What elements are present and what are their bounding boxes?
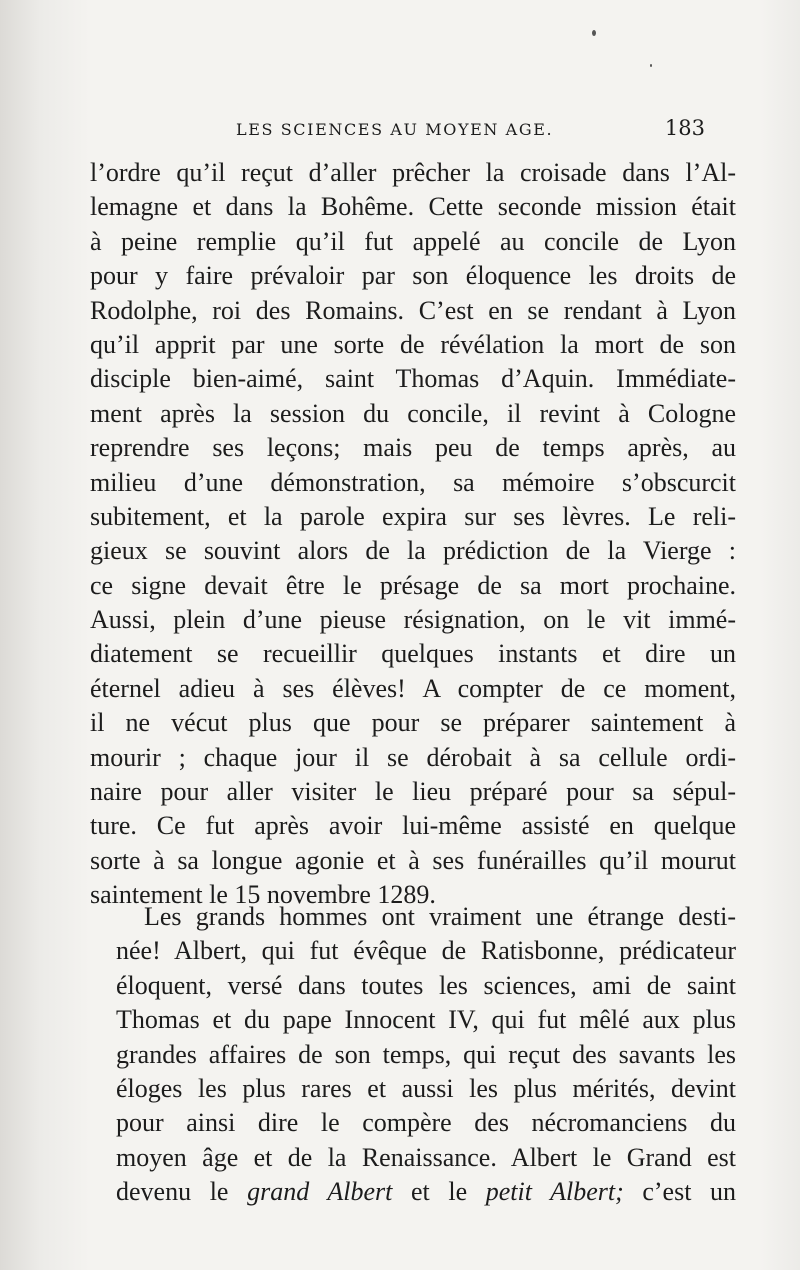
text-line: Thomas et du pape Innocent IV, qui fut mêlé aux plus [116,1005,736,1035]
text-line: éloquent, versé dans toutes les sciences, ami de saint [116,970,736,1000]
italic-title: petit Albert; [485,1177,624,1207]
text-line: il ne vécut plus que pour se préparer saintement à [90,708,736,738]
text-line: disciple bien-aimé, saint Thomas d’Aquin. Immédiate- [90,364,736,394]
text-segment: devenu le [116,1177,229,1207]
text-line: pour ainsi dire le compère des nécromanciens du [116,1108,736,1138]
text-line: milieu d’une démonstration, sa mémoire s’obscurcit [90,467,736,497]
text-line: qu’il apprit par une sorte de révélation la mort de son [90,329,736,359]
text-line-mixed [116,1175,736,1209]
text-segment: c’est un [642,1177,737,1207]
text-line: pour y faire prévaloir par son éloquence les droits de [90,261,736,291]
running-title: LES SCIENCES AU MOYEN AGE. [236,120,554,139]
page-number: 183 [664,116,705,140]
text-line: éloges les plus rares et aussi les plus mérités, devint [116,1073,736,1103]
text-line: diatement se recueillir quelques instants et dire un [90,639,736,669]
text-line: Les grands hommes ont vraiment une étrange desti- [144,902,736,931]
text-line: Aussi, plein d’une pieuse résignation, on le vit immé- [90,605,736,635]
text-line: sorte à sa longue agonie et à ses funérailles qu’il mourut [90,845,736,875]
text-line: à peine remplie qu’il fut appelé au concile de Lyon [90,226,736,256]
italic-title: grand Albert [247,1177,393,1207]
text-line: ce signe devait être le présage de sa mort prochaine. [90,570,736,600]
text-line: gieux se souvint alors de la prédiction de la Vierge : [90,536,736,566]
ink-speck [592,30,596,36]
ink-speck [650,64,652,67]
text-line: ment après la session du concile, il revint à Cologne [90,398,736,428]
text-line: grandes affaires de son temps, qui reçut des savants les [116,1039,736,1069]
text-line: naire pour aller visiter le lieu préparé pour sa sépul- [90,777,736,807]
paragraph-1 [90,156,736,913]
text-line: saintement le 15 novembre 1289. [90,880,436,910]
text-line: subitement, et la parole expira sur ses lèvres. Le reli- [90,501,736,531]
text-line: Rodolphe, roi des Romains. C’est en se rendant à Lyon [90,295,736,325]
text-segment: et le [410,1177,468,1207]
text-line: l’ordre qu’il reçut d’aller prêcher la croisade dans l’Al- [90,158,736,187]
page-header [236,116,705,146]
text-line: née! Albert, qui fut évêque de Ratisbonne, prédicateur [116,936,736,966]
text-line: reprendre ses leçons; mais peu de temps après, au [90,433,736,463]
text-line: ture. Ce fut après avoir lui-même assisté en quelque [90,811,736,841]
text-line: lemagne et dans la Bohême. Cette seconde mission était [90,192,736,222]
text-line: moyen âge et de la Renaissance. Albert le Grand est [116,1142,736,1172]
text-line: mourir ; chaque jour il se dérobait à sa cellule ordi- [90,742,736,772]
text-line: éternel adieu à ses élèves! A compter de ce moment, [90,673,736,703]
paragraph-2 [116,900,736,1210]
